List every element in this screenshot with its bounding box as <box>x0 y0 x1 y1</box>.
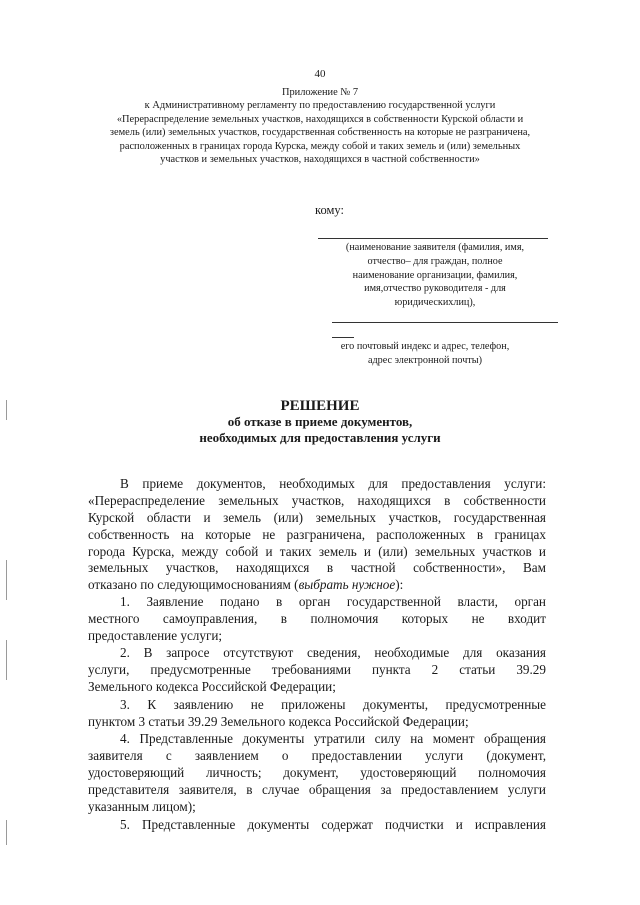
caption-line: (наименование заявителя (фамилия, имя, <box>345 242 525 253</box>
scan-margin-mark <box>6 820 7 845</box>
text-line: 2. В запросе отсутствуют сведения, необходимые для оказания <box>120 645 546 660</box>
text-line <box>88 577 546 594</box>
text-line: указанным лицом); <box>88 798 196 814</box>
document-subtitle <box>0 414 640 446</box>
caption-line: наименование организации, фамилия, <box>352 269 518 281</box>
reason-item-1 <box>88 594 546 645</box>
addressee-name-caption <box>300 241 570 310</box>
text-line: удостоверяющий личность; документ, удостоверяющий полномочия <box>88 764 546 780</box>
text-line: Земельного кодекса Российской Федерации; <box>88 678 336 694</box>
text-line: пунктом 3 статьи 39.29 Земельного кодекса Российской Федерации; <box>88 713 469 729</box>
text-line: В приеме документов, необходимых для предоставления услуги: <box>120 476 546 491</box>
text-line: 5. Представленные документы содержат подчистки и исправления <box>120 817 546 832</box>
text-fragment: ): <box>395 577 404 593</box>
caption-line: его почтовый индекс и адрес, телефон, <box>340 341 510 352</box>
text-line: 1. Заявление подано в орган государственной власти, орган <box>120 594 546 609</box>
appendix-header <box>60 86 580 166</box>
text-line: собственность на которые не разграничена, расположенных в границах <box>88 526 546 542</box>
scan-margin-mark <box>6 560 7 600</box>
text-line: предоставление услуги; <box>88 627 223 643</box>
addressee-address-line <box>332 322 558 323</box>
addressee-address-line-short <box>332 337 354 338</box>
caption-line: адрес электронной почты) <box>367 354 483 366</box>
text-line: местного самоуправления, в полномочия которых не входит <box>88 610 546 626</box>
caption-line: юридическихлиц), <box>394 297 476 309</box>
document-title: РЕШЕНИЕ <box>280 398 360 414</box>
appendix-line: участков и земельных участков, находящихся в частной собственности» <box>160 154 480 166</box>
text-line: услуги, предусмотренные требованиями пункта 2 статьи 39.29 <box>88 661 546 677</box>
subtitle-line: необходимых для предоставления услуги <box>199 430 441 445</box>
text-line: 3. К заявлению не приложены документы, предусмотренные <box>120 697 546 712</box>
text-line: «Перераспределение земельных участков, находящихся в собственности <box>88 492 546 508</box>
choose-instruction: выбрать нужное <box>298 577 396 593</box>
text-line: земельных участков, находящихся в частной собственности», Вам <box>88 560 546 576</box>
text-line: Курской области и земель (или) земельных участков, государственная <box>88 509 546 525</box>
caption-line: имя,отчество руководителя - для <box>364 283 506 295</box>
intro-paragraph <box>88 476 546 594</box>
reason-item-3 <box>88 697 546 731</box>
reason-item-2 <box>88 645 546 696</box>
addressee-label: кому: <box>315 203 344 217</box>
scan-margin-mark <box>6 640 7 680</box>
caption-line: отчество– для граждан, полное <box>367 255 503 267</box>
addressee-name-line <box>318 238 548 239</box>
text-line: заявителя с заявлением о предоставлении услуги (документ, <box>88 747 546 763</box>
appendix-line: земель (или) земельных участков, государственная собственность на которые не разграничена, <box>109 127 531 139</box>
appendix-line: «Перераспределение земельных участков, находящихся в собственности Курской области и <box>116 113 524 125</box>
reason-item-5 <box>88 817 546 834</box>
text-line: 4. Представленные документы утратили силу на момент обращения <box>120 731 546 746</box>
text-fragment: отказано по следующимоснованиям ( <box>88 577 299 593</box>
reason-item-4 <box>88 731 546 815</box>
text-line: представителя заявителя, в случае обращения за предоставлением услуги <box>88 781 546 797</box>
addressee-address-caption <box>290 340 560 368</box>
text-line: города Курска, между собой и таких земель и (или) земельных участков и <box>88 543 546 559</box>
page-number: 40 <box>314 68 326 80</box>
appendix-line: расположенных в границах города Курска, между собой и таких земель и (или) земельных <box>119 140 521 152</box>
appendix-line: Приложение № 7 <box>281 87 359 98</box>
subtitle-line: об отказе в приеме документов, <box>227 414 413 429</box>
appendix-line: к Административному регламенту по предоставлению государственной услуги <box>144 100 496 112</box>
